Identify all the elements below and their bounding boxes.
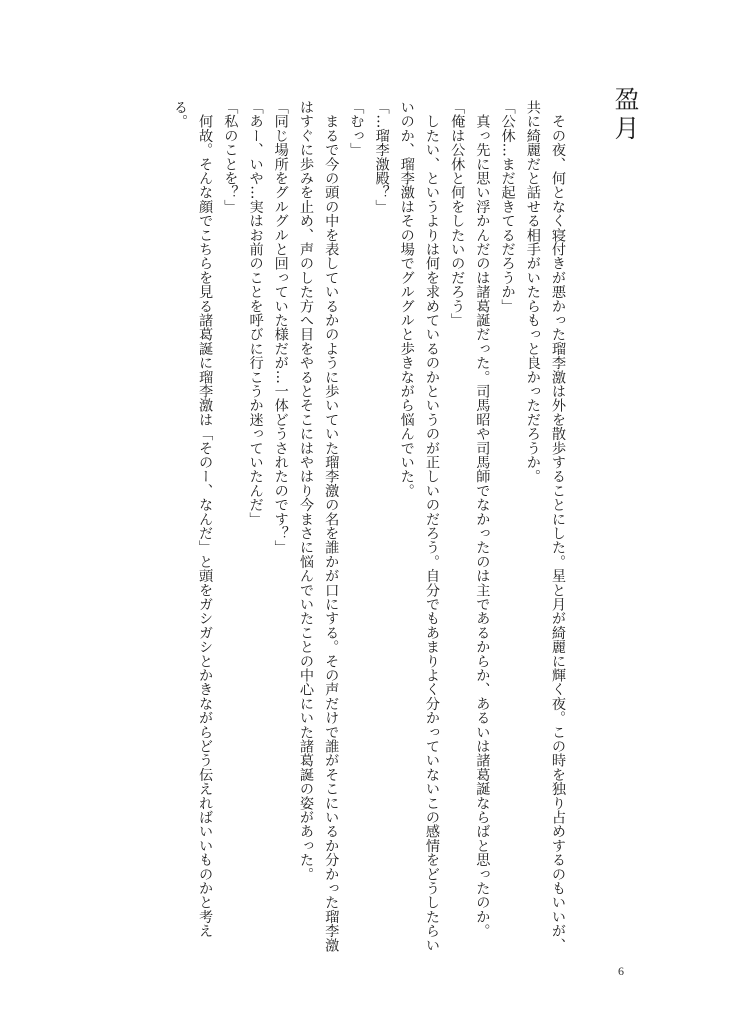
paragraph: 「俺は公休と何をしたいのだろう」 <box>449 100 466 328</box>
paragraph: 「公休…まだ起きてるだろうか」 <box>499 100 516 313</box>
paragraph: 何故。そんな顔でこちらを見る諸葛誕に瑠李激は「そのー、なんだ」と頭をガシガシとかきながらどう伝えればいいものかと考える。 <box>171 100 214 938</box>
paragraph: 「あー、いや…実はお前のことを呼びに行こうか迷っていたんだ」 <box>247 100 264 526</box>
chapter-title: 盈月 <box>611 86 640 144</box>
paragraph: 真っ先に思い浮かんだのは諸葛誕だった。司馬昭や司馬師でなかったのは主であるからか、あるいは諸葛誕ならばと思ったのか。 <box>474 100 491 938</box>
paragraph: その夜、何となく寝付きが悪かった瑠李激は外を散歩することにした。星と月が綺麗に輝く夜。この時を独り占めするのもいいが、共に綺麗だと話せる相手がいたらもっと良かっただろうか。 <box>524 100 566 952</box>
paragraph: したい、というよりは何を求めているのかというのが正しいのだろう。自分でもあまりよく分かっていないこの感情をどうしたらいいのか、瑠李激はその場でグルグルと歩きながら悩んでいた。 <box>398 100 440 952</box>
paragraph: 「私のことを？」 <box>222 100 239 214</box>
paragraph: 「むっ」 <box>348 100 365 157</box>
paragraph: 「…瑠李激殿？」 <box>373 100 390 214</box>
paragraph: まるで今の頭の中を表しているかのように歩いていた瑠李激の名を誰かが口にする。その声だけで誰がそこにいるか分かった瑠李激はすぐに歩みを止め、声のした方へ目をやるとそこにはやはり今まさに悩んでいたことの中心にいた諸葛誕の姿があった。 <box>297 100 340 952</box>
paragraph: 「同じ場所をグルグルと回っていた様だが…一体どうされたのです？」 <box>272 100 289 555</box>
body-text <box>167 100 570 960</box>
page-number: 6 <box>618 964 624 978</box>
